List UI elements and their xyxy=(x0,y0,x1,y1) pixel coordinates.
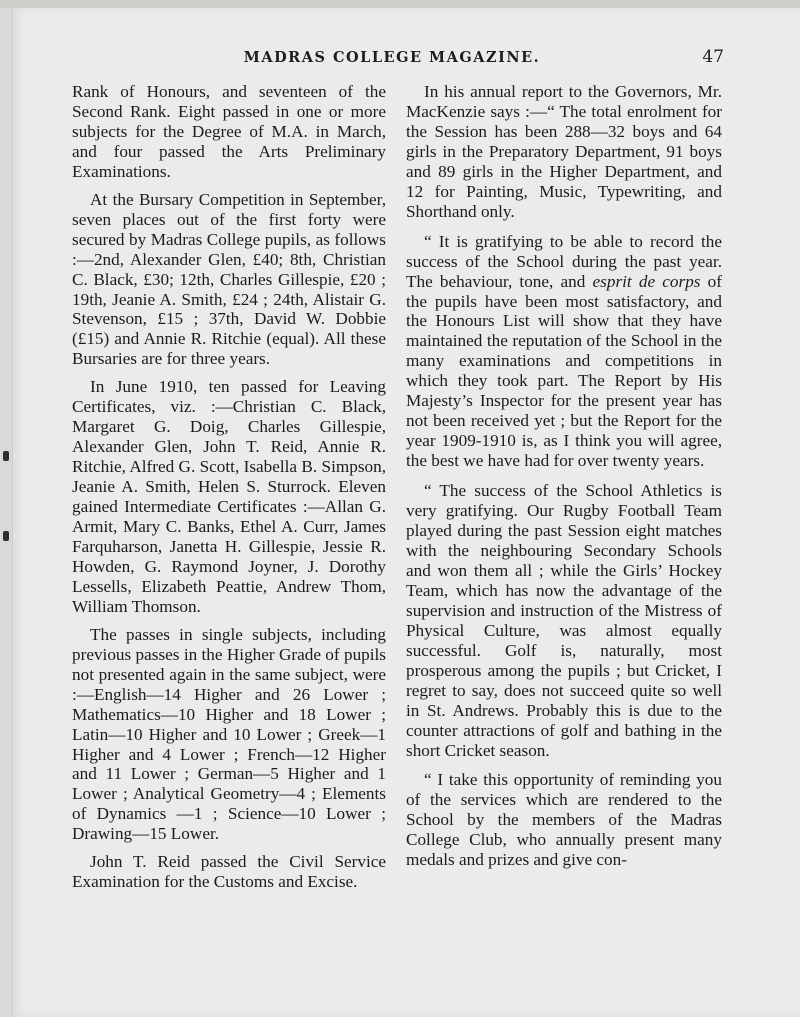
text-run: of the pupils have been most satisfactory, and the Honours List will show that they have maintained the reputation of the School in the many examinations and competitions in which they took part. The Report by His Majesty’s Inspector for the present year has not been received yet ; but the Report for the year 1909-1910 is, as I think you will agree, the best we have had for over twenty years. xyxy=(406,271,722,471)
paragraph: The passes in single subjects, including previous passes in the Higher Grade of pupils not presented again in the same subject, were :—English—14 Higher and 26 Lower ; Mathematics—10 Higher and 18 Lower ; Latin—10 Higher and 10 Lower ; Greek—1 Higher and 4 Lower ; French—12 Higher and 11 Lower ; German—5 Higher and 1 Lower ; Analytical Geometry—4 ; Elements of Dynamics —1 ; Science—10 Lower ; Drawing—15 Lower. xyxy=(72,624,386,844)
paragraph: “ The success of the School Athletics is very gratifying. Our Rugby Football Team played during the past Session eight matches with the neighbouring Secondary Schools and won them all ; while the Girls’ Hockey Team, which has now the advantage of the supervision and instruction of the Mistress of Physical Culture, was almost equally successful. Golf is, naturally, most prosperous among the pupils ; but Cricket, I regret to say, does not succeed quite so well in St. Andrews. Probably this is due to the counter attractions of golf and bathing in the short Cricket season. xyxy=(406,481,722,760)
paragraph: “ I take this opportunity of reminding you of the services which are rendered to the School by the members of the Madras College Club, who annually present many medals and prizes and give con- xyxy=(406,770,722,870)
running-title: MADRAS COLLEGE MAGAZINE. xyxy=(243,49,541,66)
paragraph: John T. Reid passed the Civil Service Examination for the Customs and Excise. xyxy=(72,852,386,892)
paragraph: At the Bursary Competition in September, seven places out of the first forty were secured by Madras College pupils, as follows :—2nd, Alexander Glen, £40; 8th, Christian C. Black, £30; 12th, Charles Gillespie, £20 ; 19th, Jeanie A. Smith, £24 ; 24th, Alistair G. Stevenson, £15 ; 37th, David W. Dobbie (£15) and Annie R. Ritchie (equal). All these Bursaries are for three years. xyxy=(72,189,386,369)
left-column xyxy=(72,82,386,892)
paragraph: In his annual report to the Governors, Mr. MacKenzie says :—“ The total enrolment for the Session has been 288—32 boys and 64 girls in the Preparatory Department, 91 boys and 89 girls in the Higher Department, and 12 for Painting, Music, Typewriting, and Shorthand only. xyxy=(406,82,722,221)
paragraph: Rank of Honours, and seventeen of the Second Rank. Eight passed in one or more subjects for the Degree of M.A. in March, and four passed the Arts Preliminary Examinations. xyxy=(72,82,386,181)
paragraph-esprit xyxy=(406,232,722,471)
paragraph: In June 1910, ten passed for Leaving Certificates, viz. :—Christian C. Black, Margaret G. Doig, Charles Gillespie, Alexander Glen, John T. Reid, Annie R. Ritchie, Alfred G. Scott, Isabella B. Simpson, Jeanie A. Smith, Helen S. Sturrock. Eleven gained Intermediate Certificates :—Allan G. Armit, Mary C. Banks, Ethel A. Curr, James Farquharson, Janetta H. Gillespie, Jessie R. Howden, G. Raymond Joyner, J. Dorothy Lessells, Elizabeth Peattie, Andrew Thom, William Thomson. xyxy=(72,377,386,616)
page-number: 47 xyxy=(702,47,724,67)
italic-phrase: esprit de corps xyxy=(592,271,701,291)
scan-top-edge xyxy=(0,0,800,8)
binding-hole-mark xyxy=(3,451,9,461)
text-run: “ It is gratifying to be able to record the success of the School during the past year. The behaviour, tone, and xyxy=(406,231,722,291)
page-header xyxy=(60,49,724,71)
right-column xyxy=(406,82,722,870)
binding-hole-mark xyxy=(3,531,9,541)
